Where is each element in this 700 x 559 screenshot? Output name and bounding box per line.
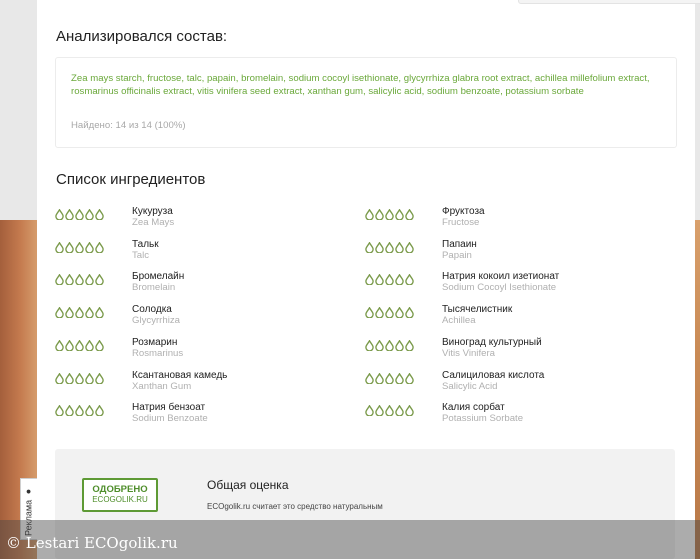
water-drop-icon (375, 274, 384, 285)
safety-rating (365, 405, 414, 416)
ingredient-name: Натрия кокоил изетионат (442, 271, 560, 283)
water-drop-icon (55, 209, 64, 220)
ingredient-name: Бромелайн (132, 271, 185, 283)
water-drop-icon (65, 340, 74, 351)
water-drop-icon (65, 307, 74, 318)
water-drop-icon (75, 209, 84, 220)
safety-rating (55, 209, 104, 220)
ingredient-latin-name: Papain (442, 249, 472, 261)
water-drop-icon (395, 405, 404, 416)
ingredient-latin-name: Fructose (442, 217, 480, 228)
ingredient-item[interactable] (55, 337, 355, 361)
safety-rating (55, 242, 104, 253)
water-drop-icon (75, 274, 84, 285)
water-drop-icon (365, 405, 374, 416)
safety-rating (55, 405, 104, 416)
water-drop-icon (365, 242, 374, 253)
ingredient-latin-name: Zea Mays (132, 217, 175, 228)
water-drop-icon (85, 307, 94, 318)
ingredient-latin-name: Salicylic Acid (442, 380, 498, 392)
ingredient-item[interactable] (365, 370, 665, 394)
water-drop-icon (65, 209, 74, 220)
water-drop-icon (95, 209, 104, 220)
ingredient-name: Тысячелистник (442, 304, 513, 316)
water-drop-icon (85, 373, 94, 384)
ingredient-latin-name: Talc (132, 249, 150, 261)
water-drop-icon (75, 340, 84, 351)
water-drop-icon (65, 405, 74, 416)
ingredient-latin-name: Vitis Vinifera (442, 347, 495, 359)
water-drop-icon (55, 340, 64, 351)
water-drop-icon (55, 242, 64, 253)
water-drop-icon (65, 274, 74, 285)
water-drop-icon (385, 209, 394, 220)
ingredient-item[interactable] (365, 271, 665, 295)
approved-badge (82, 478, 158, 512)
ingredient-name: Тальк (132, 238, 159, 250)
ingredient-name: Кукуруза (132, 206, 173, 217)
water-drop-icon (75, 242, 84, 253)
water-drop-icon (385, 242, 394, 253)
ingredient-item[interactable] (365, 402, 665, 426)
water-drop-icon (405, 242, 414, 253)
ingredient-item[interactable] (365, 206, 665, 230)
ingredient-item[interactable] (55, 370, 355, 394)
water-drop-icon (395, 340, 404, 351)
water-drop-icon (385, 373, 394, 384)
water-drop-icon (85, 242, 94, 253)
ingredient-latin-name: Xanthan Gum (132, 380, 192, 392)
water-drop-icon (85, 274, 94, 285)
ingredient-latin-name: Rosmarinus (132, 347, 184, 359)
water-drop-icon (385, 307, 394, 318)
water-drop-icon (75, 307, 84, 318)
safety-rating (365, 340, 414, 351)
ingredient-item[interactable] (55, 239, 355, 263)
water-drop-icon (375, 340, 384, 351)
ingredient-latin-name: Sodium Cocoyl Isethionate (442, 282, 557, 294)
ingredient-item[interactable] (365, 304, 665, 328)
safety-rating (365, 242, 414, 253)
ingredient-item[interactable] (365, 337, 665, 361)
safety-rating (365, 373, 414, 384)
water-drop-icon (405, 373, 414, 384)
ad-label[interactable]: Реклама ● (23, 487, 34, 536)
water-drop-icon (75, 373, 84, 384)
water-drop-icon (55, 307, 64, 318)
water-drop-icon (55, 274, 64, 285)
water-drop-icon (75, 405, 84, 416)
water-drop-icon (395, 274, 404, 285)
water-drop-icon (405, 209, 414, 220)
water-drop-icon (365, 274, 374, 285)
water-drop-icon (95, 405, 104, 416)
safety-rating (55, 274, 104, 285)
water-drop-icon (405, 274, 414, 285)
ingredient-item[interactable] (55, 402, 355, 426)
water-drop-icon (55, 405, 64, 416)
water-drop-icon (95, 340, 104, 351)
ingredient-latin-name: Glycyrrhiza (132, 315, 180, 327)
water-drop-icon (395, 307, 404, 318)
water-drop-icon (85, 340, 94, 351)
ingredient-name: Папаин (442, 238, 477, 250)
content-card (37, 0, 695, 559)
watermark: © Lestari ECOgolik.ru (6, 534, 178, 552)
safety-rating (365, 307, 414, 318)
ingredient-name: Натрия бензоат (132, 402, 206, 414)
water-drop-icon (405, 340, 414, 351)
water-drop-icon (405, 405, 414, 416)
info-icon: ● (23, 487, 34, 498)
ingredient-item[interactable] (55, 206, 355, 230)
water-drop-icon (365, 373, 374, 384)
safety-rating (365, 274, 414, 285)
water-drop-icon (95, 242, 104, 253)
ingredient-name: Калия сорбат (442, 402, 505, 414)
water-drop-icon (65, 242, 74, 253)
ingredient-name: Фруктоза (442, 206, 485, 217)
water-drop-icon (385, 340, 394, 351)
water-drop-icon (395, 373, 404, 384)
water-drop-icon (365, 340, 374, 351)
ingredient-latin-name: Achillea (442, 315, 476, 327)
badge-line1: ОДОБРЕНО (92, 484, 148, 495)
safety-rating (55, 373, 104, 384)
ingredient-name: Виноград культурный (442, 336, 542, 348)
ingredient-name: Салициловая кислота (442, 369, 545, 381)
water-drop-icon (405, 307, 414, 318)
ingredient-latin-name: Bromelain (132, 282, 176, 294)
water-drop-icon (385, 405, 394, 416)
water-drop-icon (95, 274, 104, 285)
water-drop-icon (365, 209, 374, 220)
ingredient-name: Розмарин (132, 336, 178, 348)
ingredient-item[interactable] (55, 304, 355, 328)
water-drop-icon (375, 307, 384, 318)
water-drop-icon (375, 209, 384, 220)
composition-box (55, 57, 677, 148)
ingredient-item[interactable] (365, 239, 665, 263)
ingredient-name: Ксантановая камедь (132, 369, 228, 381)
water-drop-icon (55, 373, 64, 384)
water-drop-icon (395, 242, 404, 253)
composition-text: Zea mays starch, fructose, talc, papain, bromelain, sodium cocoyl isethionate, glycyrrhiza glabra root extract, achillea millefolium extract, rosmarinus officinalis extract, vitis vinifera seed extract, xanthan gum, salicylic acid, sodium benzoate, potassium sorbate (71, 73, 650, 97)
overall-text: ECOgolik.ru считает это средство натуральным (207, 502, 383, 511)
water-drop-icon (85, 405, 94, 416)
search-field-edge[interactable] (518, 0, 700, 4)
overall-title: Общая оценка (207, 478, 289, 492)
ingredient-latin-name: Potassium Sorbate (442, 413, 524, 425)
found-count: Найдено: 14 из 14 (100%) (71, 120, 186, 131)
water-drop-icon (375, 373, 384, 384)
ingredient-name: Солодка (132, 304, 172, 316)
water-drop-icon (85, 209, 94, 220)
water-drop-icon (375, 405, 384, 416)
water-drop-icon (95, 307, 104, 318)
ingredients-title: Список ингредиентов (56, 171, 206, 188)
ingredient-item[interactable] (55, 271, 355, 295)
ingredient-latin-name: Sodium Benzoate (132, 413, 208, 425)
water-drop-icon (395, 209, 404, 220)
water-drop-icon (65, 373, 74, 384)
water-drop-icon (365, 307, 374, 318)
safety-rating (55, 307, 104, 318)
safety-rating (365, 209, 414, 220)
water-drop-icon (375, 242, 384, 253)
safety-rating (55, 340, 104, 351)
analyzed-title: Анализировался состав: (56, 28, 228, 45)
water-drop-icon (385, 274, 394, 285)
badge-line2: ECOGOLIK.RU (92, 495, 148, 504)
water-drop-icon (95, 373, 104, 384)
